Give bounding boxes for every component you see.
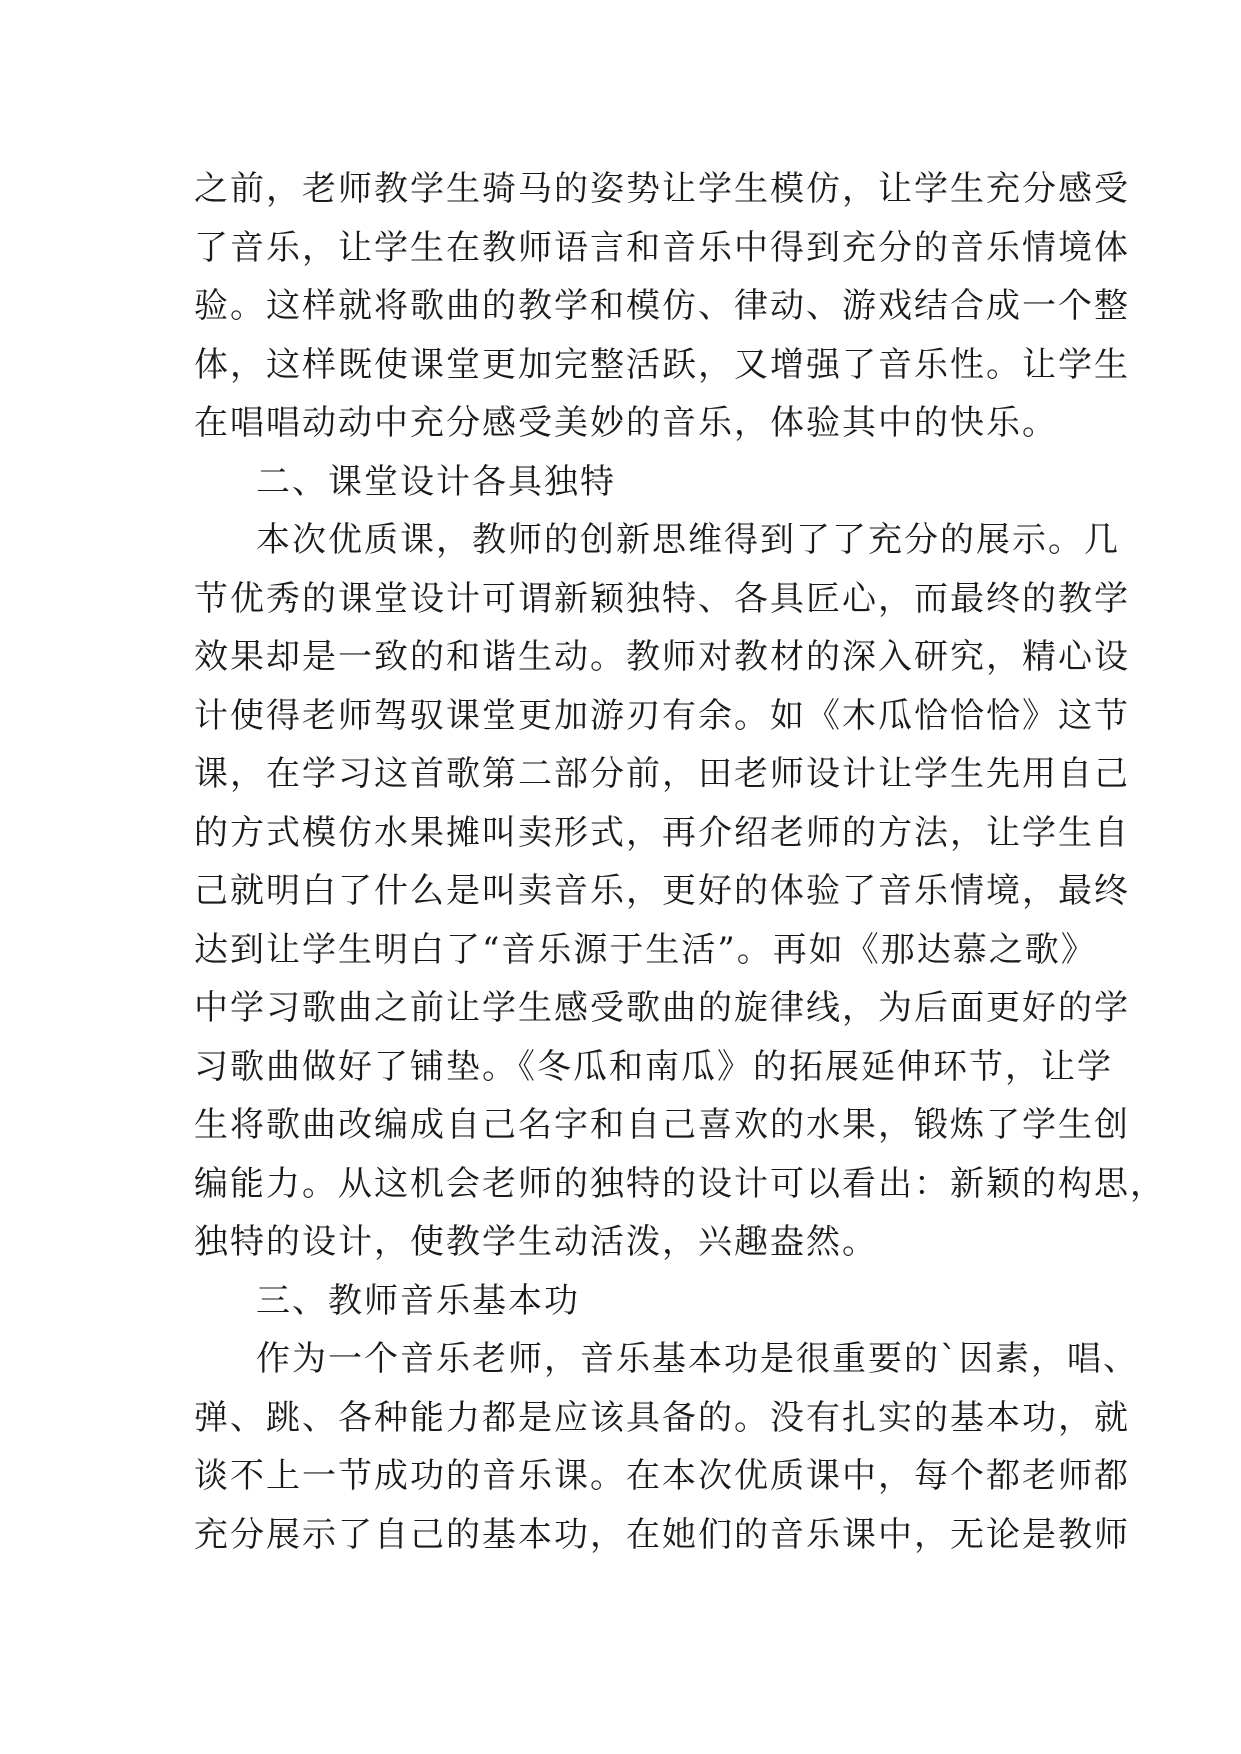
text-line: 习歌曲做好了铺垫。《冬瓜和南瓜》的拓展延伸环节，让学 (194, 1046, 1113, 1087)
text-line: 课，在学习这首歌第二部分前，田老师设计让学生先用自己 (194, 754, 1130, 794)
text-line: 达到让学生明白了“音乐源于生活”。再如《那达慕之歌》 (194, 929, 1097, 970)
text-line: 谈不上一节成功的音乐课。在本次优质课中，每个都老师都 (194, 1456, 1130, 1496)
text-line: 效果却是一致的和谐生动。教师对教材的深入研究，精心设 (194, 637, 1130, 677)
text-line: 编能力。从这机会老师的独特的设计可以看出：新颖的构思， (194, 1163, 1166, 1204)
text-line: 验。这样就将歌曲的教学和模仿、律动、游戏结合成一个整 (194, 286, 1130, 326)
text-line: 的方式模仿水果摊叫卖形式，再介绍老师的方法，让学生自 (194, 812, 1130, 853)
text-line: 了音乐，让学生在教师语言和音乐中得到充分的音乐情境体 (194, 227, 1130, 268)
section-heading: 三、教师音乐基本功 (256, 1280, 580, 1321)
text-line: 本次优质课，教师的创新思维得到了了充分的展示。几 (256, 520, 1120, 560)
text-line: 在唱唱动动中充分感受美妙的音乐，体验其中的快乐。 (194, 403, 1058, 443)
body-text (194, 160, 1166, 1564)
text-line: 生将歌曲改编成自己名字和自己喜欢的水果，锻炼了学生创 (194, 1105, 1130, 1145)
section-heading: 二、课堂设计各具独特 (256, 461, 616, 502)
text-line: 节优秀的课堂设计可谓新颖独特、各具匠心，而最终的教学 (194, 578, 1130, 619)
text-line: 弹、跳、各种能力都是应该具备的。没有扎实的基本功，就 (194, 1397, 1130, 1438)
text-line: 中学习歌曲之前让学生感受歌曲的旋律线，为后面更好的学 (194, 988, 1130, 1028)
text-line: 之前，老师教学生骑马的姿势让学生模仿，让学生充分感受 (194, 169, 1130, 209)
text-line: 独特的设计，使教学生动活泼，兴趣盎然。 (194, 1222, 878, 1262)
text-line: 体，这样既使课堂更加完整活跃，又增强了音乐性。让学生 (194, 344, 1130, 385)
text-line: 作为一个音乐老师，音乐基本功是很重要的`因素，唱、 (256, 1339, 1139, 1379)
text-line: 充分展示了自己的基本功，在她们的音乐课中，无论是教师 (194, 1514, 1130, 1555)
text-line: 己就明白了什么是叫卖音乐，更好的体验了音乐情境，最终 (194, 871, 1130, 911)
text-line: 计使得老师驾驭课堂更加游刃有余。如《木瓜恰恰恰》这节 (194, 695, 1130, 736)
